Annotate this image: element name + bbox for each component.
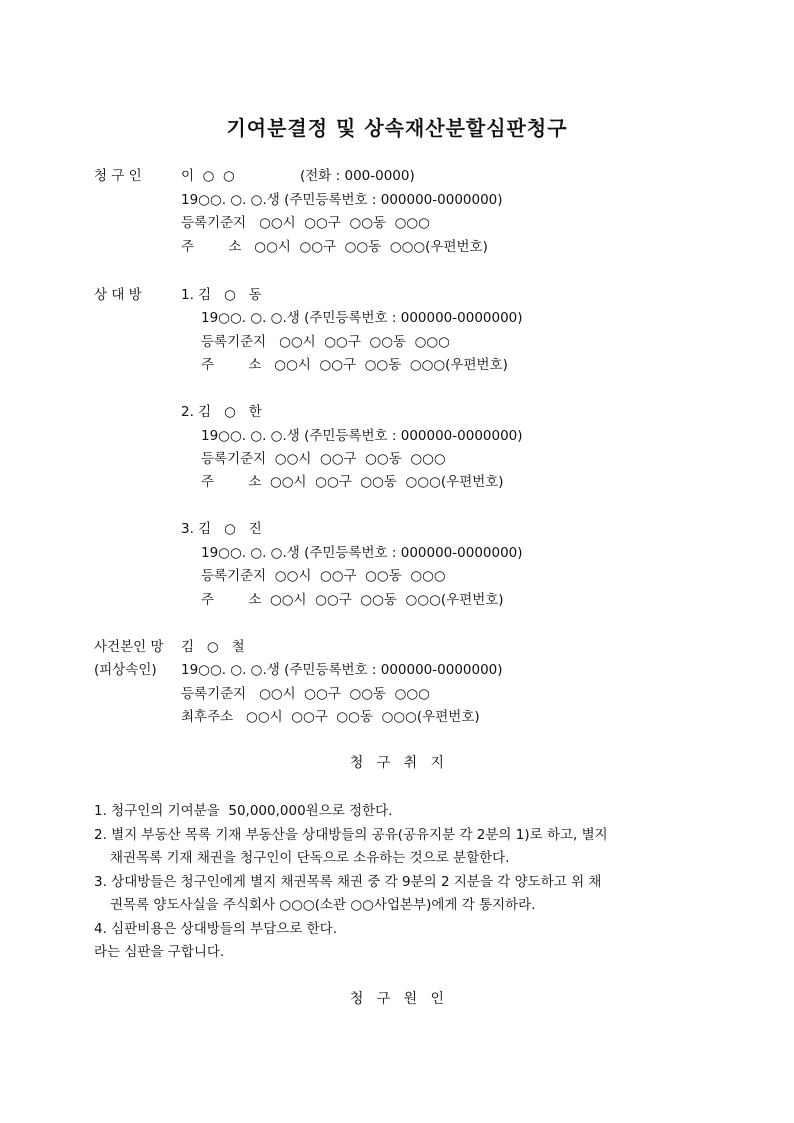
- respondent-name: 1. 김 ○ 동: [181, 287, 262, 303]
- deceased-birth: 19○○. ○. ○.생 (주민등록번호 : 000000-0000000): [181, 662, 503, 678]
- purpose-line: 4. 심판비용은 상대방들의 부담으로 한다.: [94, 921, 337, 937]
- cause-heading: 청 구 원 인: [349, 991, 445, 1007]
- respondent-address: 주 소 ○○시 ○○구 ○○동 ○○○(우편번호): [201, 474, 504, 490]
- respondent-name: 3. 김 ○ 진: [181, 521, 262, 537]
- deceased-registry: 등록기준지 ○○시 ○○구 ○○동 ○○○: [181, 686, 430, 702]
- claimant-address: 주 소 ○○시 ○○구 ○○동 ○○○(우편번호): [181, 239, 488, 255]
- respondent-name: 2. 김 ○ 한: [181, 404, 262, 420]
- respondents-label: 상 대 방: [94, 287, 142, 303]
- deceased-sublabel: (피상속인): [94, 662, 157, 678]
- respondent-registry: 등록기준지 ○○시 ○○구 ○○동 ○○○: [201, 568, 446, 584]
- respondent-registry: 등록기준지 ○○시 ○○구 ○○동 ○○○: [201, 334, 450, 350]
- respondent-birth: 19○○. ○. ○.생 (주민등록번호 : 000000-0000000): [201, 545, 523, 561]
- respondent-registry: 등록기준지 ○○시 ○○구 ○○동 ○○○: [201, 451, 446, 467]
- purpose-line: 1. 청구인의 기여분을 50,000,000원으로 정한다.: [94, 803, 393, 819]
- document-title: 기여분결정 및 상속재산분할심판청구: [226, 116, 568, 140]
- claimant-birth: 19○○. ○. ○.생 (주민등록번호 : 000000-0000000): [181, 192, 503, 208]
- purpose-line: 3. 상대방들은 청구인에게 별지 채권목록 채권 중 각 9분의 2 지분을 각 양도하고 위 채: [94, 874, 602, 890]
- purpose-line: 채권목록 기재 채권을 청구인이 단독으로 소유하는 것으로 분할한다.: [110, 850, 510, 866]
- deceased-name: 김 ○ 철: [181, 639, 245, 655]
- respondent-address: 주 소 ○○시 ○○구 ○○동 ○○○(우편번호): [201, 592, 504, 608]
- purpose-line: 라는 심판을 구합니다.: [94, 944, 225, 960]
- deceased-last-address: 최후주소 ○○시 ○○구 ○○동 ○○○(우편번호): [181, 709, 480, 725]
- respondent-birth: 19○○. ○. ○.생 (주민등록번호 : 000000-0000000): [201, 310, 523, 326]
- claimant-label: 청 구 인: [94, 168, 142, 184]
- deceased-label: 사건본인 망: [94, 639, 164, 655]
- purpose-line: 권목록 양도사실을 주식회사 ○○○(소관 ○○사업본부)에게 각 통지하라.: [110, 897, 536, 913]
- purpose-heading: 청 구 취 지: [349, 755, 445, 771]
- claimant-name: 이 ○ ○: [181, 168, 235, 184]
- purpose-line: 2. 별지 부동산 목록 기재 부동산을 상대방들의 공유(공유지분 각 2분의 1)로 하고, 별지: [94, 827, 608, 843]
- claimant-phone: (전화 : 000-0000): [300, 168, 415, 184]
- respondent-address: 주 소 ○○시 ○○구 ○○동 ○○○(우편번호): [201, 357, 508, 373]
- respondent-birth: 19○○. ○. ○.생 (주민등록번호 : 000000-0000000): [201, 428, 523, 444]
- claimant-registry: 등록기준지 ○○시 ○○구 ○○동 ○○○: [181, 215, 430, 231]
